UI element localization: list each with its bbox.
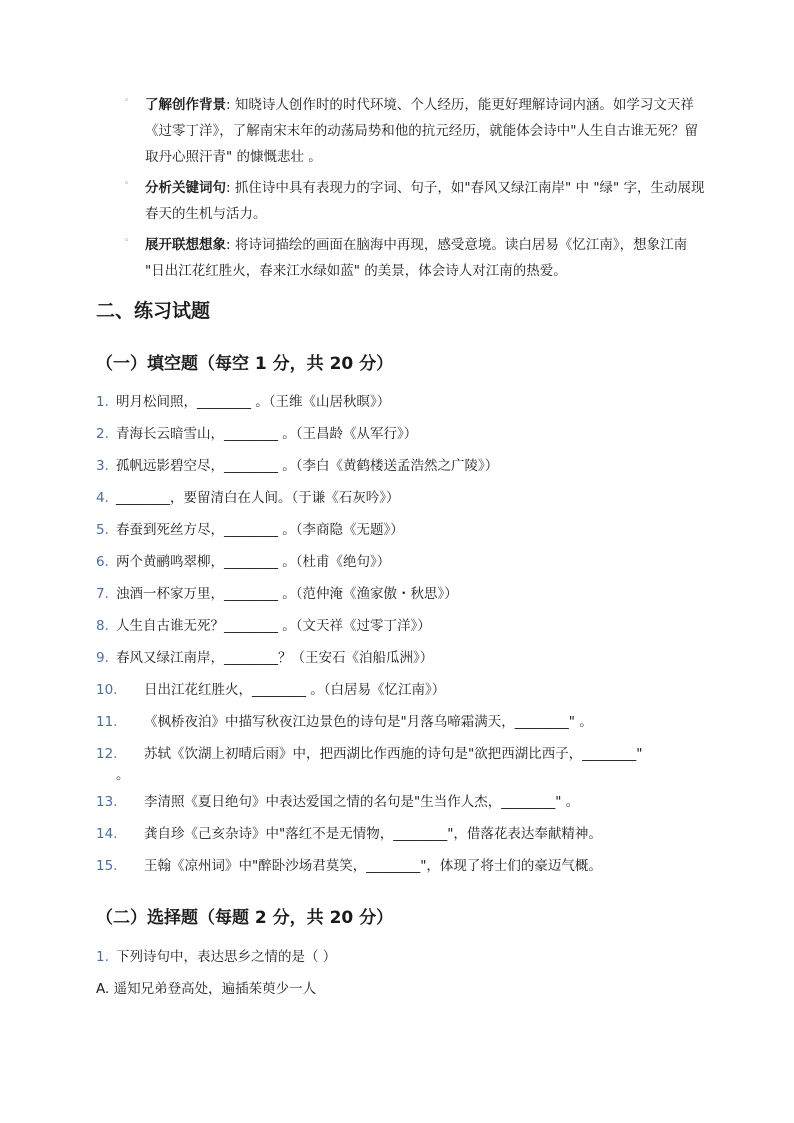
item-number: 5. xyxy=(96,522,109,538)
item-text: 王翰《凉州词》中"醉卧沙场君莫笑，________"，体现了将士们的豪迈气概。 xyxy=(144,858,602,874)
list-item xyxy=(96,615,716,637)
item-number: 1. xyxy=(96,949,109,965)
bullet-item xyxy=(96,232,706,284)
item-text: 明月松间照，________ 。（王维《山居秋暝》） xyxy=(116,394,391,410)
list-item xyxy=(96,423,716,445)
item-number: 12. xyxy=(96,746,118,762)
fill-blank-heading: （一）填空题（每空 1 分，共 20 分） xyxy=(96,354,394,374)
bullet-description: : 知晓诗人创作时的时代环境、个人经历，能更好理解诗词内涵。如学习文天祥《过零丁洋》，了解南宋末年的动荡局势和他的抗元经历，就能体会诗中"人生自古谁无死？留取丹心照汗青" 的慷慨悲壮 。 xyxy=(145,97,698,165)
bullet-term: 分析关键词句 xyxy=(145,180,226,196)
list-item xyxy=(96,487,716,509)
bullet-term: 了解创作背景 xyxy=(145,97,226,113)
item-text: 春蚕到死丝方尽，________ 。（李商隐《无题》） xyxy=(116,522,404,538)
choice-question-list xyxy=(96,946,716,1010)
list-item xyxy=(96,855,716,877)
item-text: 青海长云暗雪山，________ 。（王昌龄《从军行》） xyxy=(116,426,418,442)
section-heading: 二、练习试题 xyxy=(96,300,211,322)
list-item xyxy=(96,455,716,477)
item-number: 6. xyxy=(96,554,109,570)
bullet-circle-icon: ◦ xyxy=(124,179,130,189)
list-item xyxy=(96,551,716,573)
option-a: A. 遥知兄弟登高处，遍插茱萸少一人 xyxy=(96,981,317,997)
item-number: 11. xyxy=(96,714,118,730)
bullet-description: : 将诗词描绘的画面在脑海中再现，感受意境。读白居易《忆江南》，想象江南 "日出江花红胜火，春来江水绿如蓝" 的美景，体会诗人对江南的热爱。 xyxy=(145,237,688,279)
item-number: 10. xyxy=(96,682,118,698)
bullet-item xyxy=(96,92,706,170)
list-item xyxy=(96,743,716,785)
item-number: 3. xyxy=(96,458,109,474)
bullet-circle-icon: ◦ xyxy=(124,96,130,106)
fill-blank-list xyxy=(96,391,716,887)
item-text: 两个黄鹂鸣翠柳，________ 。（杜甫《绝句》） xyxy=(116,554,391,570)
item-text: ________，要留清白在人间。（于谦《石灰吟》） xyxy=(116,490,400,506)
item-text: 人生自古谁无死？________ 。（文天祥《过零丁洋》） xyxy=(116,618,431,634)
list-item xyxy=(96,519,716,541)
list-item xyxy=(96,823,716,845)
choice-heading: （二）选择题（每题 2 分，共 20 分） xyxy=(96,908,394,928)
item-text: 苏轼《饮湖上初晴后雨》中，把西湖比作西施的诗句是"欲把西湖比西子，________" xyxy=(144,746,643,762)
item-number: 14. xyxy=(96,826,118,842)
item-number: 15. xyxy=(96,858,118,874)
item-text: 李清照《夏日绝句》中表达爱国之情的名句是"生当作人杰，________" 。 xyxy=(144,794,580,810)
question-text: 下列诗句中，表达思乡之情的是（ ） xyxy=(116,949,337,965)
list-item xyxy=(96,791,716,813)
bullet-item xyxy=(96,175,706,227)
item-number: 7. xyxy=(96,586,109,602)
item-text: 春风又绿江南岸，________？（王安石《泊船瓜洲》） xyxy=(116,650,434,666)
item-text-tail: 。 xyxy=(116,767,130,783)
bullet-circle-icon: ◦ xyxy=(124,236,130,246)
item-text: 《枫桥夜泊》中描写秋夜江边景色的诗句是"月落乌啼霜满天，________" 。 xyxy=(144,714,593,730)
list-item xyxy=(96,391,716,413)
list-item xyxy=(96,711,716,733)
list-item xyxy=(96,679,716,701)
item-number: 13. xyxy=(96,794,118,810)
bullet-description: : 抓住诗中具有表现力的字词、句子，如"春风又绿江南岸" 中 "绿" 字，生动展现春天的生机与活力。 xyxy=(145,180,705,222)
item-text: 浊酒一杯家万里，________ 。（范仲淹《渔家傲・秋思》） xyxy=(116,586,458,602)
bullet-term: 展开联想想象 xyxy=(145,237,226,253)
list-item xyxy=(96,647,716,669)
item-number: 9. xyxy=(96,650,109,666)
method-bullet-list xyxy=(96,92,706,289)
question-stem xyxy=(96,946,716,968)
list-item xyxy=(96,583,716,605)
item-number: 4. xyxy=(96,490,109,506)
item-text: 孤帆远影碧空尽，________ 。（李白《黄鹤楼送孟浩然之广陵》） xyxy=(116,458,499,474)
item-text: 日出江花红胜火，________ 。（白居易《忆江南》） xyxy=(144,682,446,698)
item-number: 2. xyxy=(96,426,109,442)
item-number: 8. xyxy=(96,618,109,634)
item-text: 龚自珍《己亥杂诗》中"落红不是无情物，________"，借落花表达奉献精神。 xyxy=(144,826,602,842)
item-number: 1. xyxy=(96,394,109,410)
